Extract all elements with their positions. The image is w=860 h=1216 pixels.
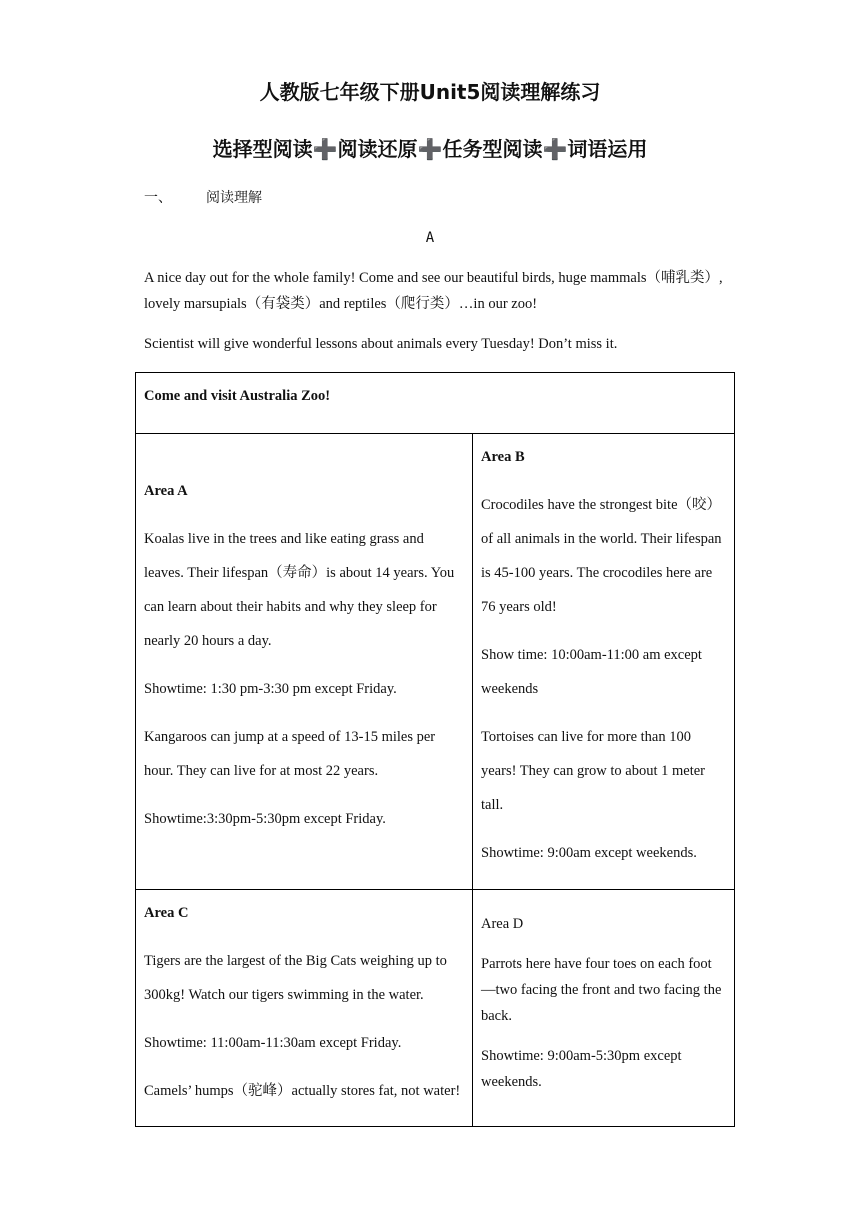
area-a-title: Area A (144, 483, 188, 499)
table-header-row (136, 373, 735, 434)
area-d-cell (473, 890, 735, 1127)
table-heading-cell (136, 373, 735, 434)
area-b-cell (473, 434, 735, 890)
area-d-title: Area D (481, 916, 524, 932)
area-d-parrot-text: Parrots here have four toes on each foot—two facing the front and two facing the back. (481, 956, 722, 1024)
lesson-paragraph: Scientist will give wonderful lessons about animals every Tuesday! Don’t miss it. (144, 336, 618, 352)
area-a-koala-text: Koalas live in the trees and like eating grass and leaves. Their lifespan（寿命）is about 14 years. You can learn about their habits and why they sleep for nearly 20 hours a day. (144, 531, 455, 649)
area-a-cell (136, 434, 473, 890)
section-label: 阅读理解 (206, 190, 262, 206)
area-a-kangaroo-showtime: Showtime:3:30pm-5:30pm except Friday. (144, 811, 386, 827)
document-subtitle: 选择型阅读➕阅读还原➕任务型阅读➕词语运用 (212, 137, 648, 161)
area-c-tiger-text: Tigers are the largest of the Big Cats weighing up to 300kg! Watch our tigers swimming in the water. (144, 953, 447, 1003)
passage-letter: A (425, 230, 435, 246)
document-title: 人教版七年级下册Unit5阅读理解练习 (259, 80, 601, 104)
intro-paragraph: A nice day out for the whole family! Come and see our beautiful birds, huge mammals（哺乳类）, lovely marsupials（有袋类）and reptiles（爬行类）…in our zoo! (144, 270, 723, 312)
section-heading (144, 187, 262, 207)
area-c-title: Area C (144, 905, 189, 921)
area-b-title: Area B (481, 449, 525, 465)
table-row (136, 890, 735, 1127)
section-number: 一、 (144, 190, 172, 206)
area-c-tiger-showtime: Showtime: 11:00am-11:30am except Friday. (144, 1035, 402, 1051)
area-a-koala-showtime: Showtime: 1:30 pm-3:30 pm except Friday. (144, 681, 397, 697)
area-b-crocodile-text: Crocodiles have the strongest bite（咬）of all animals in the world. Their lifespan is 45-100 years. The crocodiles here are 76 years old! (481, 497, 722, 615)
area-a-kangaroo-text: Kangaroos can jump at a speed of 13-15 miles per hour. They can live for at most 22 years. (144, 729, 436, 779)
area-b-crocodile-showtime: Show time: 10:00am-11:00 am except weekends (481, 647, 702, 697)
area-c-camel-text: Camels’ humps（驼峰）actually stores fat, not water! (144, 1083, 461, 1099)
area-b-tortoise-showtime: Showtime: 9:00am except weekends. (481, 845, 697, 861)
zoo-table (135, 372, 735, 1127)
table-heading: Come and visit Australia Zoo! (144, 388, 331, 404)
table-row (136, 434, 735, 890)
area-d-parrot-showtime: Showtime: 9:00am-5:30pm except weekends. (481, 1048, 682, 1090)
area-c-cell (136, 890, 473, 1127)
area-b-tortoise-text: Tortoises can live for more than 100 years! They can grow to about 1 meter tall. (481, 729, 705, 813)
